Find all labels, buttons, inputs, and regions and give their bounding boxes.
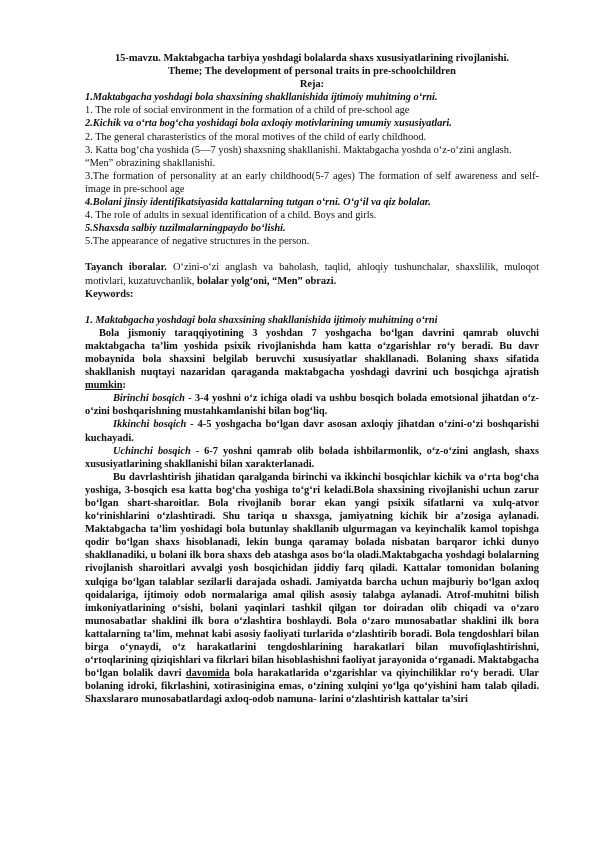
paragraph-text: Bu davrlashtirish jihatidan qaralganda birinchi va ikkinchi bosqichlar kichik va o‘rta bog‘cha yoshiga, 3-bosqich esa katta bog‘cha yoshiga to‘g‘ri keladi.Bola shaxsining rivojlanishi uchun zarur bo‘lgan shart-sharoitlar. Bola rivojlanib borar ekan yangi psixik sifatlarni va xulq-atvor ko‘rinishlarini o‘zlashtiradi. Shu tariqa u shaxsga, jamiyatning kichik bir a’zosiga aylanadi. Maktabgacha ta’lim yoshidagi bola butunlay shakllanib ulgurmagan va keyinchalik kamol topishga qodir bo‘lgan shaxs hisoblanadi, lekin bunga qaramay bolada nisbatan barqaror ichki dunyo shakllanadiki, u bolani ilk bora shaxs deb atashga asos bo‘la oladi.Maktabgacha yoshdagi bolalarning rivojlanish sharoitlari avvalgi yosh bosqichidan jiddiy farq qiladi. Kattalar tomonidan bolaning xulqiga bo‘lgan talablar sezilarli darajada oshadi. Jamiyatda barcha uchun majburiy bo‘lgan axloq qoidalariga, ijtimoiy odob normalariga amal qilish asosiy talabga aylanadi. Atrof-muhitni bilish imkoniyatlarining o‘sishi, bolani yaqinlari tashkil qilgan tor doiradan olib chiqadi va o‘zaro munosabatlar shaklini ilk bora o‘zlashtira boshlaydi. Bola o‘zaro munosabatlar shaklini ilk bora kattalarning ta’lim, mehnat kabi asosiy faoliyati turlarida o‘zlashtirib boradi. Bola tengdoshlari bilan birga o‘ynaydi, o‘z harakatlarini tengdoshlarining harakatlari bilan muvofiqlashtirishni, o‘rtoqlarining qiziqishlari va fikrlari bilan hisoblashishni faoliyat jarayonida o‘rganadi. Maktabgacha bo‘lgan bolalik davri <box>85 471 539 680</box>
plan-item-en: 1. The role of social environment in the formation of a child of pre-school age <box>85 105 410 117</box>
plan-item-uz: 2.Kichik va o‘rta bog‘cha yoshidagi bola axloqiy motivlarining umumiy xususiyatlari. <box>85 118 452 130</box>
body-paragraph <box>85 327 539 392</box>
body-paragraph <box>85 471 539 707</box>
keywords-label: Tayanch iboralar. <box>85 262 167 274</box>
stage-label: Birinchi bosqich <box>113 393 185 405</box>
keywords-english-label: Keywords: <box>85 288 134 300</box>
stage-label: Uchinchi bosqich <box>113 445 191 457</box>
stage-paragraph <box>85 392 539 418</box>
plan-item-en: 5.The appearance of negative structures in the person. <box>85 236 310 248</box>
paragraph-end: : <box>122 380 127 392</box>
paragraph-text: Bola jismoniy taraqqiyotining 3 yoshdan 7 yoshgacha bo‘lgan davrini qamrab oluvchi maktabgacha ta’lim yoshida psixik rivojlanishda ham katta o‘zgarishlar ro‘y beradi. Bu davr mobaynida bola shaxsini belgilab beruvchi xususiyatlar shakllanadi. Bolaning shaxs sifatida shakllanish nuqtayi nazaridan qaraganda maktabgacha yoshdagi davrini uch bosqichga ajratish <box>85 327 539 379</box>
stage-text: - 6-7 yoshni qamrab olib bolada ishbilarmonlik, o‘z-o‘zini anglash, shaxs xususiyatlarining shakllanishi bilan xarakterlanadi. <box>85 445 540 470</box>
plan-item-en: 4. The role of adults in sexual identification of a child. Boys and girls. <box>85 210 377 222</box>
stage-text: - 3-4 yoshni o‘z ichiga oladi va ushbu bosqich bolada emotsional jihatdan o‘z-o‘zini boshqarishning mustahkamlanishi bilan bog‘liq. <box>85 393 539 418</box>
underlined-word: mumkin <box>85 380 123 392</box>
keywords-text: O‘zini-o‘zi anglash va baholash, taqlid, ahloqiy tushunchalar, shaxslilik, muloqot motivlari, kuzatuvchanlik, <box>85 262 539 287</box>
stage-paragraph <box>85 418 539 444</box>
plan-item-uz: 3. Katta bog‘cha yoshida (5—7 yosh) shaxsning shakllanishi. Maktabgacha yoshda o‘z-o‘zini anglash. “Men” obrazining shakllanishi. <box>85 144 512 169</box>
keywords-paragraph <box>85 261 539 287</box>
plan-heading: Reja: <box>299 79 325 91</box>
section-title: 1. Maktabgacha yoshdagi bola shaxsining shakllanishida ijtimoiy muhitning o‘rni <box>85 314 438 326</box>
stage-label: Ikkinchi bosqich <box>113 419 187 431</box>
plan-item-uz: 4.Bolani jinsiy identifikatsiyasida kattalarning tutgan o‘rni. O‘g‘il va qiz bolalar. <box>85 197 431 209</box>
stage-text: - 4-5 yoshgacha bo‘lgan davr asosan axloqiy jihatdan o‘zini-o‘zi boshqarishi kuchayadi. <box>85 419 539 444</box>
plan-item-en: 2. The general charasteristics of the moral motives of the child of early childhood. <box>85 131 427 143</box>
document-title: 15-mavzu. Maktabgacha tarbiya yoshdagi bolalarda shaxs xususiyatlarining rivojlanishi. <box>114 53 510 64</box>
plan-list <box>85 91 539 248</box>
underlined-word: davomida <box>185 668 230 680</box>
keywords-bold-tail: bolalar yolg‘oni, “Men” obrazi. <box>196 275 337 287</box>
paragraph-text-continued: bola harakatlarida o‘zgarishlar va qiyinchiliklar ro‘y beradi. Ular bolaning idroki, fikrlashini, xotirasinigina emas, o‘zining xulqini yo‘lga qo‘yishini ham talab qiladi. Shaxslararo munosabatlardagi axloq-odob namuna- larini o‘zlashtirish kattalar ta’siri <box>85 668 540 706</box>
plan-item-uz: 5.Shaxsda salbiy tuzilmalarningpaydo bo‘lishi. <box>85 223 286 235</box>
document-title-english: Theme; The development of personal traits in pre-schoolchildren <box>168 66 456 78</box>
plan-item-en: 3.The formation of personality at an early childhood(5-7 ages) The formation of self awareness and self-image in pre-school age <box>85 170 539 195</box>
stage-paragraph <box>85 445 539 471</box>
plan-item-uz: 1.Maktabgacha yoshdagi bola shaxsining shakllanishida ijtimoiy muhitning o‘rni. <box>85 92 438 104</box>
